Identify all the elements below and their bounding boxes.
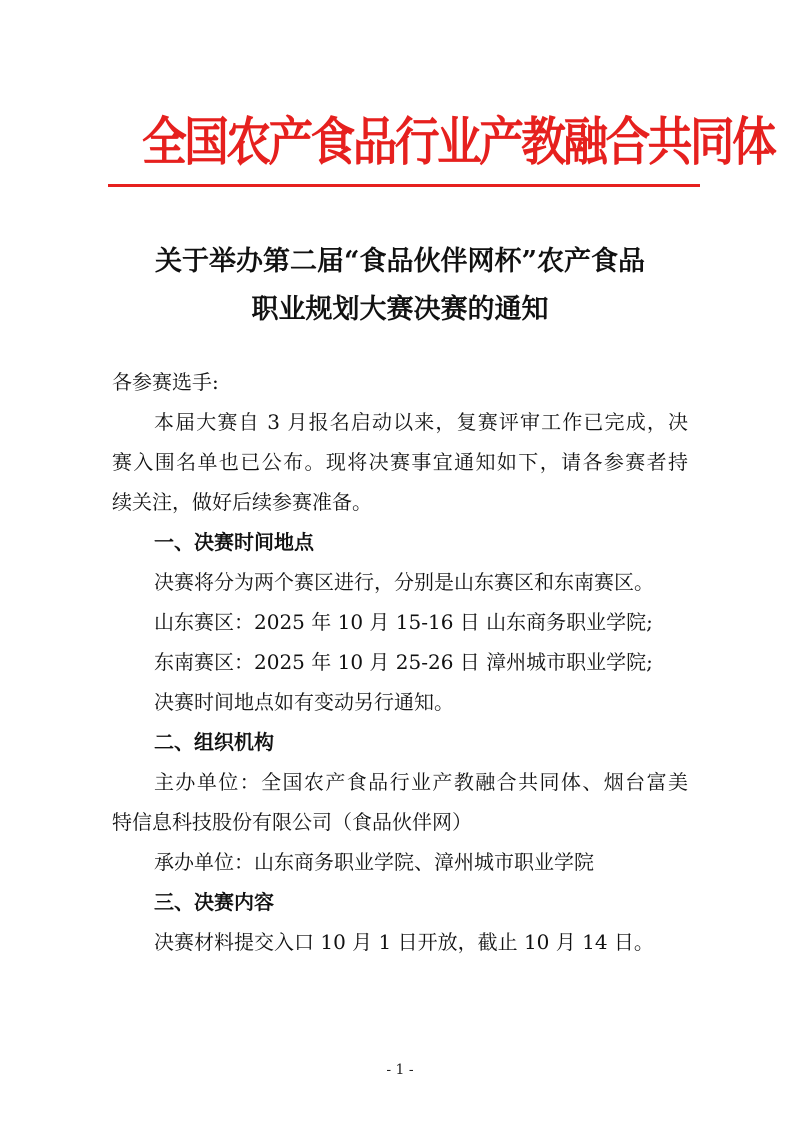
organizer-line-2: 特信息科技股份有限公司（食品伙伴网） <box>112 810 472 834</box>
masthead-red-divider <box>108 184 700 187</box>
intro-line-3: 续关注，做好后续参赛准备。 <box>112 490 372 514</box>
document-body <box>112 362 688 962</box>
document-title-line-1: 关于举办第二届“食品伙伴网杯”农产食品 <box>154 246 646 277</box>
organizer-line-1: 主办单位：全国农产食品行业产教融合共同体、烟台富美 <box>154 770 688 794</box>
section-3-line-1: 决赛材料提交入口 10 月 1 日开放，截止 10 月 14 日。 <box>154 930 654 954</box>
section-1-line-2: 山东赛区：2025 年 10 月 15-16 日 山东商务职业学院; <box>154 610 653 634</box>
co-organizer-line: 承办单位：山东商务职业学院、漳州城市职业学院 <box>154 850 594 874</box>
intro-line-1: 本届大赛自 3 月报名启动以来，复赛评审工作已完成，决 <box>154 410 688 434</box>
page-number: - 1 - <box>386 1062 414 1078</box>
masthead-org-name: 全国农产食品行业产教融合共同体 <box>142 113 775 173</box>
intro-line-2: 赛入围名单也已公布。现将决赛事宜通知如下，请各参赛者持 <box>112 450 688 474</box>
section-3-heading: 三、决赛内容 <box>154 890 274 914</box>
section-1-heading: 一、决赛时间地点 <box>154 530 314 554</box>
document-title-line-2: 职业规划大赛决赛的通知 <box>251 294 549 325</box>
section-1-line-4: 决赛时间地点如有变动另行通知。 <box>154 690 454 714</box>
salutation: 各参赛选手: <box>112 370 219 394</box>
section-2-heading: 二、组织机构 <box>154 730 274 754</box>
section-1-line-3: 东南赛区：2025 年 10 月 25-26 日 漳州城市职业学院; <box>154 650 653 674</box>
section-1-line-1: 决赛将分为两个赛区进行，分别是山东赛区和东南赛区。 <box>154 570 654 594</box>
